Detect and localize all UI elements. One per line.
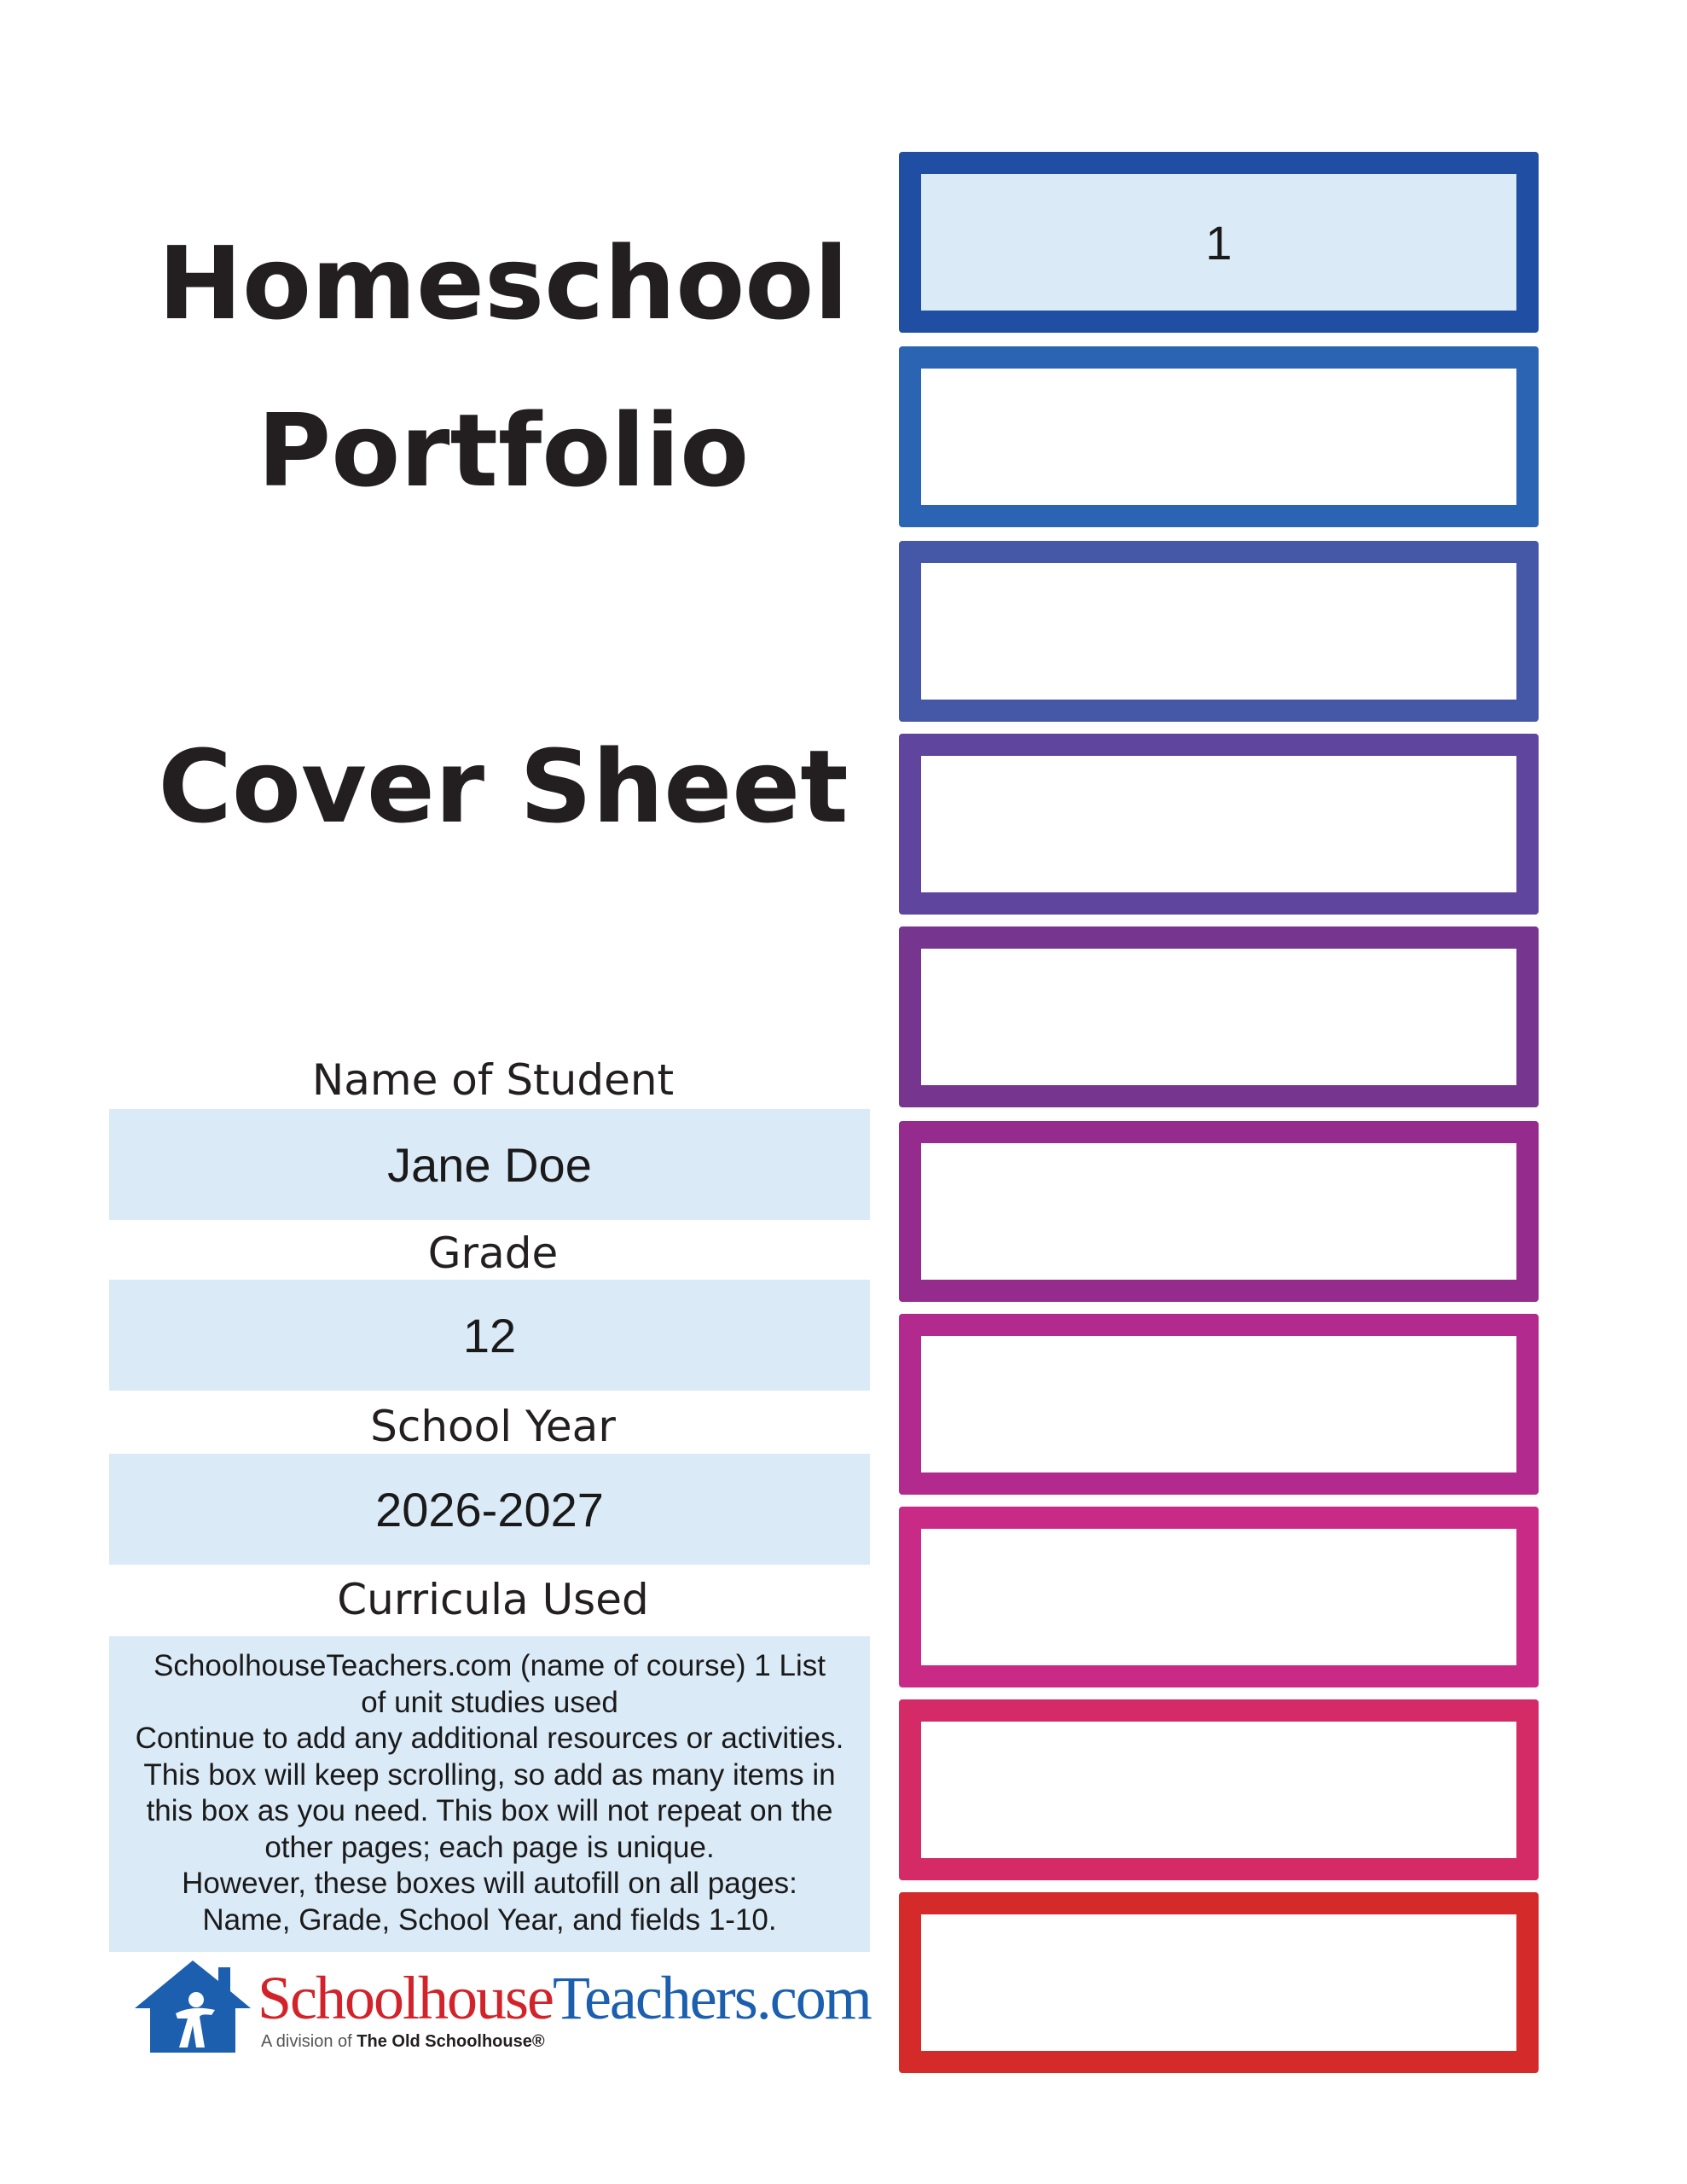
- student-name-field[interactable]: [109, 1109, 870, 1220]
- curricula-line: SchoolhouseTeachers.com (name of course) 1 List: [154, 1649, 826, 1682]
- numbered-field-10[interactable]: [899, 1892, 1539, 2073]
- numbered-field-1[interactable]: [899, 152, 1539, 333]
- numbered-field-8[interactable]: [899, 1507, 1539, 1687]
- numbered-field-9[interactable]: [899, 1699, 1539, 1880]
- schoolhouseteachers-logo: [133, 1959, 871, 2061]
- school-year-value: 2026-2027: [375, 1482, 604, 1536]
- numbered-field-2[interactable]: [899, 346, 1539, 527]
- school-year-label: School Year: [370, 1402, 616, 1451]
- logo-sub-prefix: A division of: [261, 2032, 357, 2051]
- numbered-field-4[interactable]: [899, 734, 1539, 915]
- curricula-line: other pages; each page is unique.: [264, 1830, 715, 1864]
- numbered-field-3[interactable]: [899, 541, 1539, 722]
- student-name-label: Name of Student: [311, 1055, 675, 1105]
- curricula-line: Continue to add any additional resources or activities.: [135, 1722, 844, 1755]
- school-year-field[interactable]: [109, 1454, 870, 1565]
- curricula-line: This box will keep scrolling, so add as many items in: [143, 1757, 836, 1792]
- title-line-homeschool: Homeschool: [158, 224, 849, 342]
- logo-word-teachers: Teachers.com: [552, 1964, 871, 2032]
- curricula-line: Name, Grade, School Year, and fields 1-10.: [202, 1902, 777, 1937]
- student-name-value: Jane Doe: [387, 1137, 592, 1192]
- house-logo-icon: [133, 1959, 252, 2054]
- title-line-portfolio: Portfolio: [257, 392, 750, 509]
- numbered-field-7[interactable]: [899, 1314, 1539, 1495]
- curricula-field[interactable]: [109, 1636, 870, 1952]
- grade-field[interactable]: [109, 1280, 870, 1391]
- logo-word-schoolhouse: Schoolhouse: [258, 1964, 553, 2032]
- grade-label: Grade: [427, 1228, 559, 1278]
- curricula-line: However, these boxes will autofill on all pages:: [182, 1867, 797, 1900]
- curricula-line: this box as you need. This box will not repeat on the: [146, 1794, 833, 1827]
- numbered-field-5[interactable]: [899, 926, 1539, 1107]
- title-line-cover-sheet: Cover Sheet: [158, 728, 849, 845]
- grade-value: 12: [462, 1308, 517, 1362]
- numbered-field-value: 1: [1205, 215, 1232, 270]
- curricula-label: Curricula Used: [337, 1575, 649, 1624]
- curricula-line: of unit studies used: [361, 1685, 618, 1719]
- logo-sub-brand: The Old Schoolhouse®: [357, 2032, 545, 2051]
- numbered-field-6[interactable]: [899, 1121, 1539, 1302]
